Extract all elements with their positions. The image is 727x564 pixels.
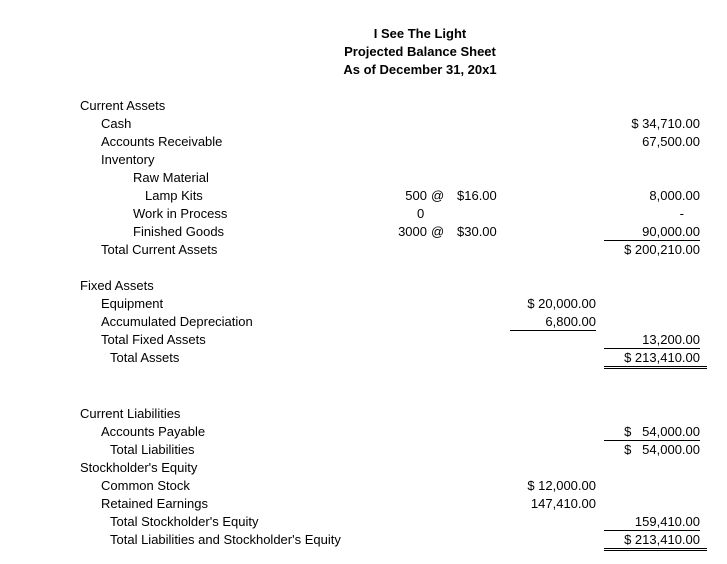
total-liabilities-value: $ 54,000.00 <box>624 442 700 457</box>
company-name: I See The Light <box>373 26 467 41</box>
retained-earnings-value: 147,410.00 <box>530 496 596 511</box>
accounts-payable-value: $ 54,000.00 <box>604 423 700 441</box>
cash-value: $ 34,710.00 <box>631 116 700 131</box>
cash-label: Cash <box>101 116 132 131</box>
common-stock-label: Common Stock <box>101 478 190 493</box>
total-fixed-assets-value: 13,200.00 <box>604 331 700 349</box>
total-liabilities-equity-amount: $ 213,410.00 <box>624 532 700 547</box>
accumulated-depreciation-label: Accumulated Depreciation <box>101 314 253 329</box>
total-assets-value <box>604 349 707 369</box>
statement-date: As of December 31, 20x1 <box>343 62 497 77</box>
inventory-label: Inventory <box>101 152 155 167</box>
lamp-kits-quantity: 500 <box>405 188 427 203</box>
raw-material-label: Raw Material <box>133 170 209 185</box>
accounts-receivable-label: Accounts Receivable <box>101 134 223 149</box>
finished-goods-price: $30.00 <box>457 224 497 239</box>
total-liabilities-label: Total Liabilities <box>110 442 195 457</box>
equipment-label: Equipment <box>101 296 164 311</box>
finished-goods-at: @ <box>431 224 445 239</box>
finished-goods-label: Finished Goods <box>133 224 225 239</box>
accounts-payable-label: Accounts Payable <box>101 424 206 439</box>
accumulated-depreciation-value: 6,800.00 <box>510 313 596 331</box>
current-liabilities-heading: Current Liabilities <box>80 406 181 421</box>
work-in-process-quantity: 0 <box>417 206 425 221</box>
lamp-kits-label: Lamp Kits <box>145 188 203 203</box>
fixed-assets-heading: Fixed Assets <box>80 278 154 293</box>
total-current-assets-label: Total Current Assets <box>101 242 218 257</box>
retained-earnings-label: Retained Earnings <box>101 496 208 511</box>
statement-title: Projected Balance Sheet <box>344 44 496 59</box>
total-assets-amount: $ 213,410.00 <box>624 350 700 365</box>
work-in-process-value: - <box>679 206 684 221</box>
total-liabilities-equity-value <box>604 531 707 551</box>
lamp-kits-price: $16.00 <box>457 188 497 203</box>
lamp-kits-value: 8,000.00 <box>649 188 700 203</box>
equipment-value: $ 20,000.00 <box>527 296 596 311</box>
total-fixed-assets-label: Total Fixed Assets <box>101 332 206 347</box>
accounts-receivable-value: 67,500.00 <box>642 134 700 149</box>
common-stock-value: $ 12,000.00 <box>527 478 596 493</box>
work-in-process-label: Work in Process <box>133 206 228 221</box>
lamp-kits-at: @ <box>431 188 445 203</box>
total-current-assets-value: $ 200,210.00 <box>624 242 700 257</box>
total-liabilities-equity-label: Total Liabilities and Stockholder's Equity <box>110 532 341 547</box>
total-stockholders-equity-value: 159,410.00 <box>604 513 700 531</box>
finished-goods-quantity: 3000 <box>398 224 427 239</box>
total-assets-label: Total Assets <box>110 350 180 365</box>
total-stockholders-equity-label: Total Stockholder's Equity <box>110 514 259 529</box>
current-assets-heading: Current Assets <box>80 98 166 113</box>
stockholders-equity-heading: Stockholder's Equity <box>80 460 198 475</box>
finished-goods-value: 90,000.00 <box>604 223 700 241</box>
